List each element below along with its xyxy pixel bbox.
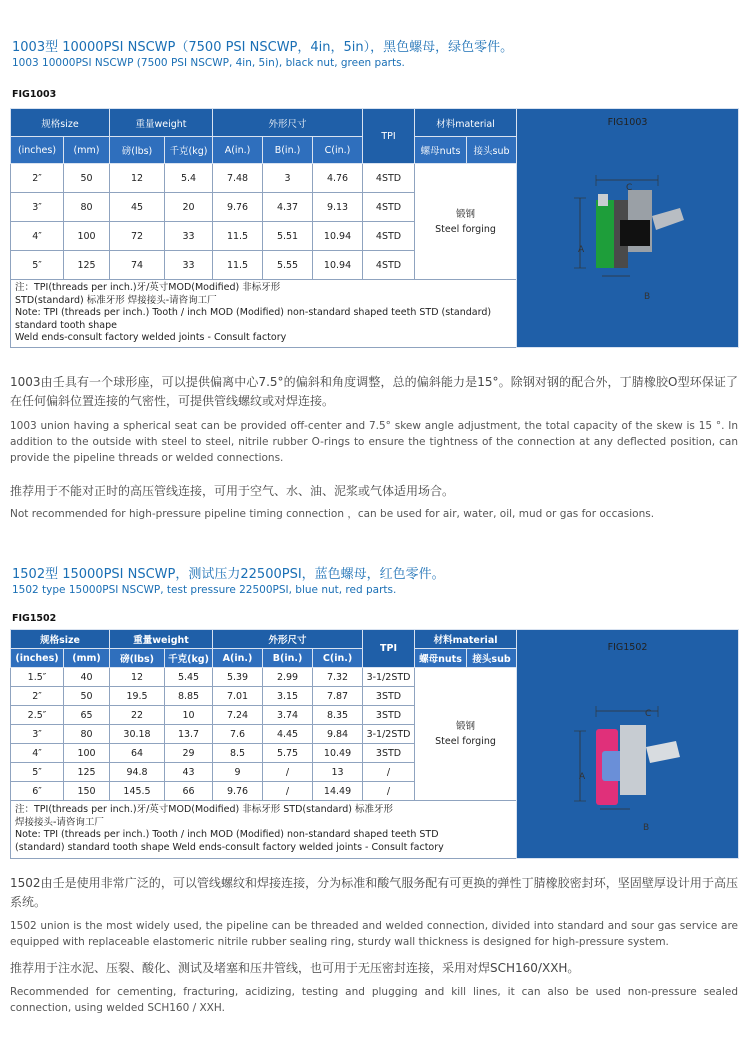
cell: 14.49 [313, 782, 363, 801]
cell: 7.24 [213, 706, 263, 725]
dim-label-b-2: B [643, 823, 650, 833]
subheader-b: B(in.) [263, 137, 313, 164]
material-en: Steel forging [435, 223, 496, 235]
note-line: (standard) standard tooth shape Weld ends-consult factory welded joints - Consult factory [15, 841, 444, 853]
cell: 3STD [363, 687, 415, 706]
section2-title-cn: 1502型 15000PSI NSCWP，测试压力22500PSI，蓝色螺母，红色零件。 [12, 567, 445, 582]
section2-fig-code: FIG1502 [12, 613, 57, 624]
cell: 11.5 [213, 251, 263, 280]
cell: 125 [64, 251, 110, 280]
material-cell [415, 668, 517, 801]
subheader-a: A(in.) [213, 649, 263, 668]
header-tpi: TPI [363, 109, 415, 164]
cell: 6″ [11, 782, 64, 801]
cell: 4.37 [263, 193, 313, 222]
header-weight: 重量weight [110, 109, 213, 137]
cell: 2″ [11, 687, 64, 706]
cell: 4.45 [263, 725, 313, 744]
cell: 3.15 [263, 687, 313, 706]
cell: 4.76 [313, 164, 363, 193]
section1-recommend-en: Not recommended for high-pressure pipeline timing connection ，can be used for air, water, oil, mud or gas for occasions. [10, 508, 655, 520]
header-dims: 外形尺寸 [213, 109, 363, 137]
cell: 22 [110, 706, 165, 725]
cell: 9 [213, 763, 263, 782]
cell: 45 [110, 193, 165, 222]
section1-paragraph-en: 1003 union having a spherical seat can be provided off-center and 7.5° skew angle adjustment, the total capacity of the skew is 15 °. In addition to the outside with steel to steel, nitrile rubber O-rings to ensure the tightness of the connection at any deflected position, can provide the pipeline threads or welded connections. [10, 420, 738, 464]
cell: 5″ [11, 251, 64, 280]
cell: 4STD [363, 164, 415, 193]
cell: 9.13 [313, 193, 363, 222]
cell: 5.4 [165, 164, 213, 193]
cell: 20 [165, 193, 213, 222]
cell: 4″ [11, 222, 64, 251]
cell: 11.5 [213, 222, 263, 251]
subheader-c: C(in.) [313, 649, 363, 668]
cell: 4STD [363, 222, 415, 251]
subheader-mm: (mm) [64, 649, 110, 668]
figure-label: FIG1003 [607, 117, 648, 128]
cell: 64 [110, 744, 165, 763]
section1-title-en: 1003 10000PSI NSCWP (7500 PSI NSCWP, 4in, 5in), black nut, green parts. [12, 57, 405, 69]
cell: 43 [165, 763, 213, 782]
cell: 80 [64, 193, 110, 222]
cell: 3 [263, 164, 313, 193]
subheader-inches: (inches) [11, 649, 64, 668]
header-material: 材料material [415, 109, 517, 137]
cell: 7.48 [213, 164, 263, 193]
subheader-kg: 千克(kg) [165, 137, 213, 164]
cell: 7.6 [213, 725, 263, 744]
figure-cell [517, 109, 739, 348]
section2-title-en: 1502 type 15000PSI NSCWP, test pressure 22500PSI, blue nut, red parts. [12, 584, 397, 596]
cell: 145.5 [110, 782, 165, 801]
note-line: standard tooth shape [15, 319, 117, 331]
cell: 4STD [363, 251, 415, 280]
cell: 33 [165, 222, 213, 251]
cell: 9.76 [213, 193, 263, 222]
cell: 19.5 [110, 687, 165, 706]
cell: 8.35 [313, 706, 363, 725]
cell: 2″ [11, 164, 64, 193]
cell: 30.18 [110, 725, 165, 744]
subheader-a: A(in.) [213, 137, 263, 164]
subheader-nuts: 螺母nuts [415, 137, 467, 164]
cell: 29 [165, 744, 213, 763]
cell: 13 [313, 763, 363, 782]
material-cell [415, 164, 517, 280]
cell: 5.51 [263, 222, 313, 251]
figure-cell [517, 630, 739, 859]
cell: 2.5″ [11, 706, 64, 725]
material-en: Steel forging [435, 736, 496, 747]
cell: 7.87 [313, 687, 363, 706]
cell: 7.32 [313, 668, 363, 687]
header-weight: 重量weight [110, 630, 213, 649]
cell: 40 [64, 668, 110, 687]
subheader-lbs: 磅(lbs) [110, 137, 165, 164]
section1-fig-code: FIG1003 [12, 89, 57, 100]
material-cn: 锻钢 [456, 721, 476, 732]
union-1502-diagram [558, 689, 698, 829]
cell: 1.5″ [11, 668, 64, 687]
section2-recommend-en: Recommended for cementing, fracturing, acidizing, testing and plugging and kill lines, it can also be used non-pressure sealed connection, using welded SCH160 / XXH. [10, 986, 738, 1014]
subheader-sub: 接头sub [467, 649, 517, 668]
cell: 12 [110, 164, 165, 193]
cell: 4″ [11, 744, 64, 763]
cell: 150 [64, 782, 110, 801]
cell: 5.55 [263, 251, 313, 280]
header-tpi: TPI [363, 630, 415, 668]
subheader-b: B(in.) [263, 649, 313, 668]
cell: 3″ [11, 725, 64, 744]
dim-label-a: A [578, 245, 585, 255]
section1-spec-table [10, 108, 739, 348]
section2-paragraph-cn: 1502由壬是使用非常广泛的，可以管线螺纹和焊接连接，分为标准和酸气服务配有可更换的弹性丁腈橡胶密封环，坚固壁厚设计用于高压系统。 [10, 876, 738, 909]
note-cell [11, 280, 517, 348]
cell: 7.01 [213, 687, 263, 706]
subheader-kg: 千克(kg) [165, 649, 213, 668]
dim-label-b: B [644, 292, 651, 302]
cell: 33 [165, 251, 213, 280]
subheader-mm: (mm) [64, 137, 110, 164]
cell: 94.8 [110, 763, 165, 782]
cell: 125 [64, 763, 110, 782]
cell: 5.75 [263, 744, 313, 763]
cell: 10 [165, 706, 213, 725]
header-size: 规格size [11, 630, 110, 649]
section1-title-cn: 1003型 10000PSI NSCWP（7500 PSI NSCWP，4in，5in），黑色螺母，绿色零件。 [12, 40, 514, 55]
note-line: STD(standard) 标准牙形 焊接接头-请咨询工厂 [15, 294, 217, 306]
cell: 50 [64, 164, 110, 193]
note-line: Weld ends-consult factory welded joints - Consult factory [15, 332, 287, 343]
cell: 4STD [363, 193, 415, 222]
subheader-nuts: 螺母nuts [415, 649, 467, 668]
cell: 3-1/2STD [363, 725, 415, 744]
cell: 10.94 [313, 251, 363, 280]
note-line: 注：TPI(threads per inch.)牙/英寸MOD(Modified) 非标牙形 STD(standard) 标准牙形 [15, 804, 393, 815]
cell: / [263, 782, 313, 801]
cell: / [263, 763, 313, 782]
note-line: 焊接接头-请咨询工厂 [15, 816, 104, 828]
figure-label: FIG1502 [607, 642, 648, 653]
cell: 10.94 [313, 222, 363, 251]
cell: 5.45 [165, 668, 213, 687]
cell: / [363, 782, 415, 801]
cell: 8.5 [213, 744, 263, 763]
cell: 74 [110, 251, 165, 280]
dim-label-a-2: A [579, 772, 586, 782]
cell: 72 [110, 222, 165, 251]
cell: 50 [64, 687, 110, 706]
subheader-sub: 接头sub [467, 137, 517, 164]
note-line: Note: TPI (threads per inch.) Tooth / inch MOD (Modified) non-standard shaped teeth STD [15, 829, 439, 840]
cell: 10.49 [313, 744, 363, 763]
material-cn: 锻钢 [456, 208, 476, 220]
header-size: 规格size [11, 109, 110, 137]
cell: 100 [64, 222, 110, 251]
cell: 3STD [363, 706, 415, 725]
cell: / [363, 763, 415, 782]
section2-paragraph-en: 1502 union is the most widely used, the pipeline can be threaded and welded connection, divided into standard and sour gas service are equipped with replaceable elastomeric nitrile rubber sealing ring, sturdy wall thickness is designed for high-pressure system. [10, 920, 738, 948]
header-material: 材料material [415, 630, 517, 649]
subheader-lbs: 磅(lbs) [110, 649, 165, 668]
cell: 9.76 [213, 782, 263, 801]
dim-label-c-2: C [645, 709, 652, 719]
cell: 3″ [11, 193, 64, 222]
subheader-c: C(in.) [313, 137, 363, 164]
cell: 80 [64, 725, 110, 744]
section1-paragraph-cn: 1003由壬具有一个球形座，可以提供偏离中心7.5°的偏斜和角度调整，总的偏斜能力是15°。除钢对钢的配合外，丁腈橡胶O型环保证了在任何偏斜位置连接的气密性，可提供管线螺纹或对焊连接。 [10, 375, 738, 408]
cell: 100 [64, 744, 110, 763]
cell: 5″ [11, 763, 64, 782]
subheader-inches: (inches) [11, 137, 64, 164]
cell: 3-1/2STD [363, 668, 415, 687]
section2-recommend-cn: 推荐用于注水泥、压裂、酸化、测试及堵塞和压井管线，也可用于无压密封连接，采用对焊SCH160/XXH。 [10, 961, 580, 975]
cell: 65 [64, 706, 110, 725]
cell: 5.39 [213, 668, 263, 687]
cell: 3.74 [263, 706, 313, 725]
cell: 8.85 [165, 687, 213, 706]
union-1003-diagram [558, 150, 698, 290]
cell: 3STD [363, 744, 415, 763]
dim-label-c: C [626, 183, 633, 193]
cell: 9.84 [313, 725, 363, 744]
section1-recommend-cn: 推荐用于不能对正时的高压管线连接，可用于空气、水、油、泥浆或气体适用场合。 [10, 484, 455, 498]
note-line: Note: TPI (threads per inch.) Tooth / inch MOD (Modified) non-standard shaped teeth STD (standard) [15, 307, 492, 318]
note-cell [11, 801, 517, 859]
section2-spec-table [10, 629, 739, 859]
cell: 66 [165, 782, 213, 801]
cell: 12 [110, 668, 165, 687]
header-dims: 外形尺寸 [213, 630, 363, 649]
cell: 13.7 [165, 725, 213, 744]
cell: 2.99 [263, 668, 313, 687]
note-line: 注：TPI(threads per inch.)牙/英寸MOD(Modified) 非标牙形 [15, 282, 281, 293]
